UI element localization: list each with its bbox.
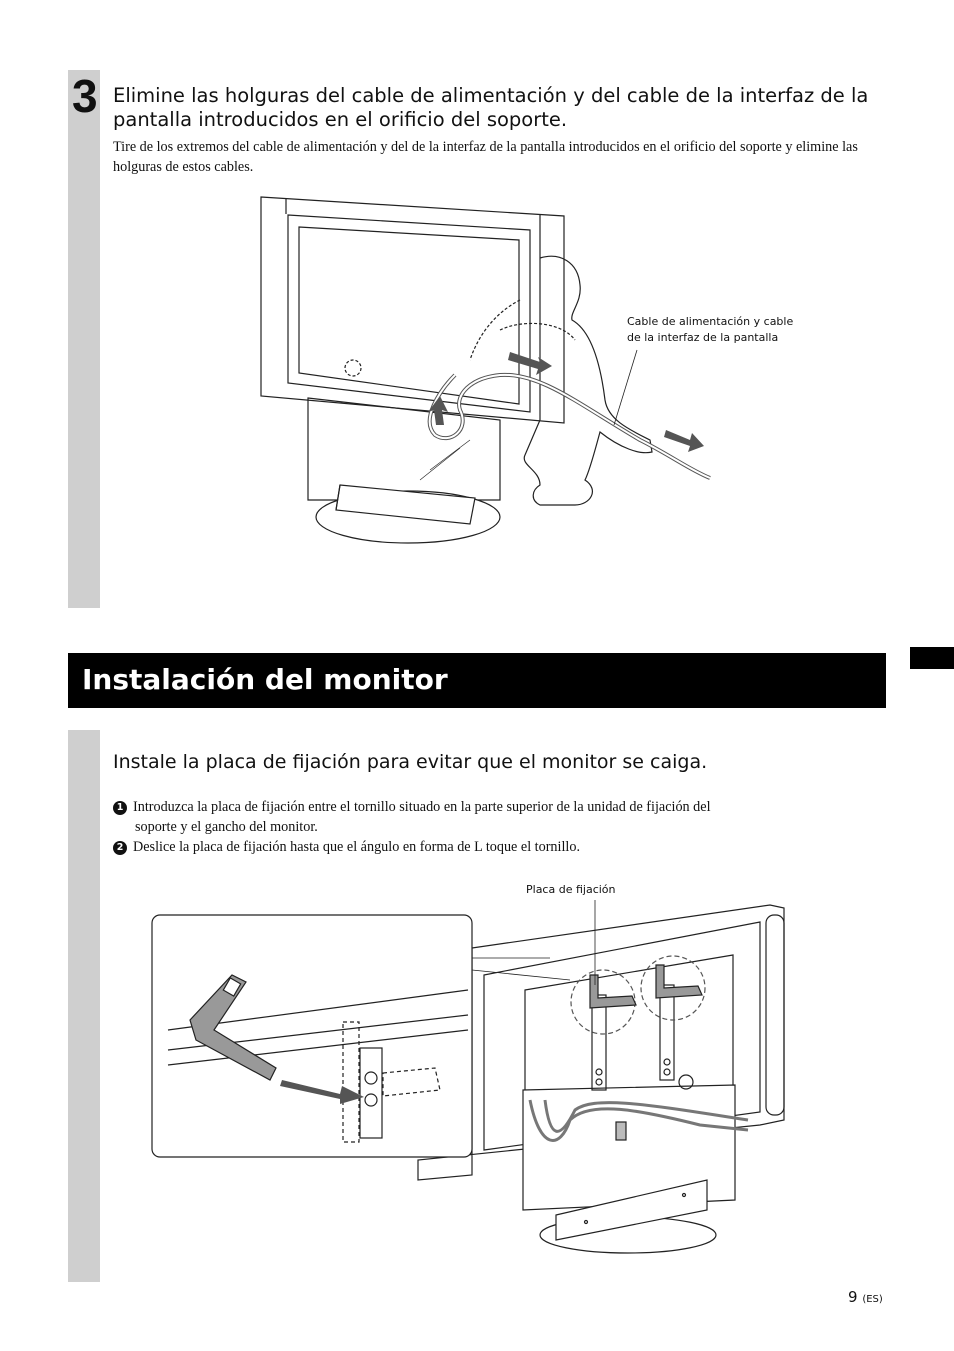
instruction-1-line1: Introduzca la placa de fijación entre el tornillo situado en la parte superior de la unidad de fijación del bbox=[133, 799, 711, 815]
page-number bbox=[848, 1288, 883, 1306]
step-marker-1: 1 bbox=[113, 801, 127, 815]
page-language: (ES) bbox=[862, 1294, 883, 1305]
step-title: Elimine las holguras del cable de alimentación y del cable de la interfaz de la pantalla introducidos en el orificio del soporte. bbox=[113, 84, 869, 131]
section-title: Instalación del monitor bbox=[82, 663, 448, 696]
fixing-plate-callout: Placa de fijación bbox=[526, 883, 616, 896]
step-marker-2: 2 bbox=[113, 841, 127, 855]
instruction-2-line1: Deslice la placa de fijación hasta que el ángulo en forma de L toque el tornillo. bbox=[133, 839, 580, 855]
instruction-1-line2: soporte y el gancho del monitor. bbox=[135, 819, 318, 835]
cable-callout-line1: Cable de alimentación y cable bbox=[627, 315, 794, 328]
install-title: Instale la placa de fijación para evitar que el monitor se caiga. bbox=[113, 751, 708, 773]
step-description: Tire de los extremos del cable de alimentación y del de la interfaz de la pantalla introducidos en el orificio del soporte y elimine las holguras de estos cables. bbox=[113, 139, 858, 175]
page-number-value: 9 bbox=[848, 1288, 858, 1306]
step-number: 3 bbox=[72, 70, 98, 122]
cable-callout-line2: de la interfaz de la pantalla bbox=[627, 331, 779, 344]
